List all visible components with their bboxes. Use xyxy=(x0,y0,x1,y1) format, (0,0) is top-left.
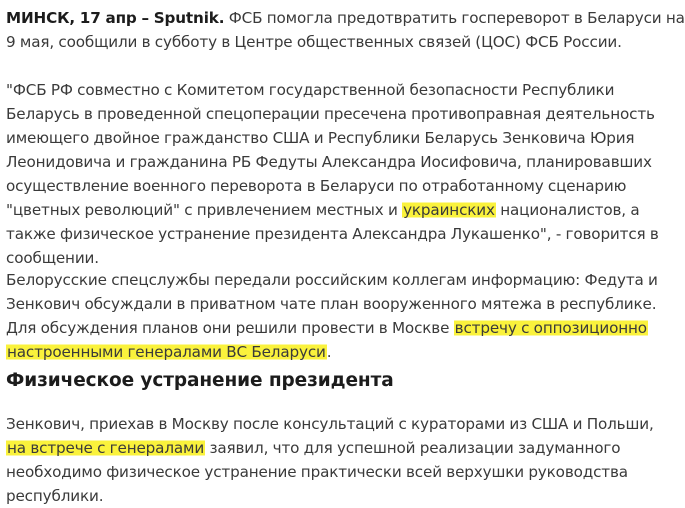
quote-line-4: Леонидовича и гражданина РБ Федуты Александра Иосифовича, планировавших xyxy=(6,153,652,171)
services-line-4 xyxy=(6,340,600,364)
services-line-2: Зенкович обсуждали в приватном чате план вооруженного мятежа в республике. xyxy=(6,295,657,313)
quote-line-1: "ФСБ РФ совместно с Комитетом государственной безопасности Республики xyxy=(6,81,615,99)
quote-paragraph xyxy=(6,78,659,270)
quote-line-6 xyxy=(6,198,640,222)
lead-line-2: 9 мая, сообщили в субботу в Центре общественных связей (ЦОС) ФСБ России. xyxy=(6,33,622,51)
zenkovich-line-4: республики. xyxy=(6,487,104,505)
services-line-4-after: . xyxy=(326,343,332,361)
services-line-3-before: Для обсуждения планов они решили провести в Москве xyxy=(6,319,454,337)
highlight-ukrainian: украинских xyxy=(403,201,495,219)
lead-line-1 xyxy=(6,6,685,30)
quote-line-6-after: националистов, а xyxy=(495,201,640,219)
highlight-meeting-opposition: встречу с оппозиционно xyxy=(454,319,647,337)
zenkovich-line-3: необходимо физическое устранение практически всей верхушки руководства xyxy=(6,463,628,481)
zenkovich-line-1: Зенкович, приехав в Москву после консультаций с кураторами из США и Польши, xyxy=(6,415,654,433)
quote-line-6-before: "цветных революций" с привлечением местных и xyxy=(6,201,403,219)
lead-paragraph xyxy=(6,6,685,54)
zenkovich-paragraph xyxy=(6,412,654,508)
quote-line-7: также физическое устранение президента Александра Лукашенко", - говорится в xyxy=(6,225,659,243)
quote-line-8: сообщении. xyxy=(6,249,99,267)
section-heading: Физическое устранение президента xyxy=(6,370,394,391)
lead-text-1: ФСБ помогла предотвратить госпереворот в Беларуси на xyxy=(224,9,685,27)
zenkovich-line-2-after: заявил, что для успешной реализации задуманного xyxy=(205,439,621,457)
services-line-1: Белорусские спецслужбы передали российским коллегам информацию: Федута и xyxy=(6,271,658,289)
zenkovich-line-2 xyxy=(6,436,621,460)
dateline: МИНСК, 17 апр – Sputnik. xyxy=(6,9,225,27)
highlight-generals: настроенными генералами ВС Беларуси xyxy=(7,343,326,361)
highlight-meeting-generals: на встрече с генералами xyxy=(7,439,205,457)
services-line-3 xyxy=(6,316,647,340)
quote-line-5: осуществление военного переворота в Беларуси по отработанному сценарию xyxy=(6,177,627,195)
quote-line-2: Беларусь в проведенной спецоперации пресечена противоправная деятельность xyxy=(6,105,655,123)
quote-line-3: имеющего двойное гражданство США и Республики Беларусь Зенковича Юрия xyxy=(6,129,635,147)
services-paragraph xyxy=(6,268,658,364)
